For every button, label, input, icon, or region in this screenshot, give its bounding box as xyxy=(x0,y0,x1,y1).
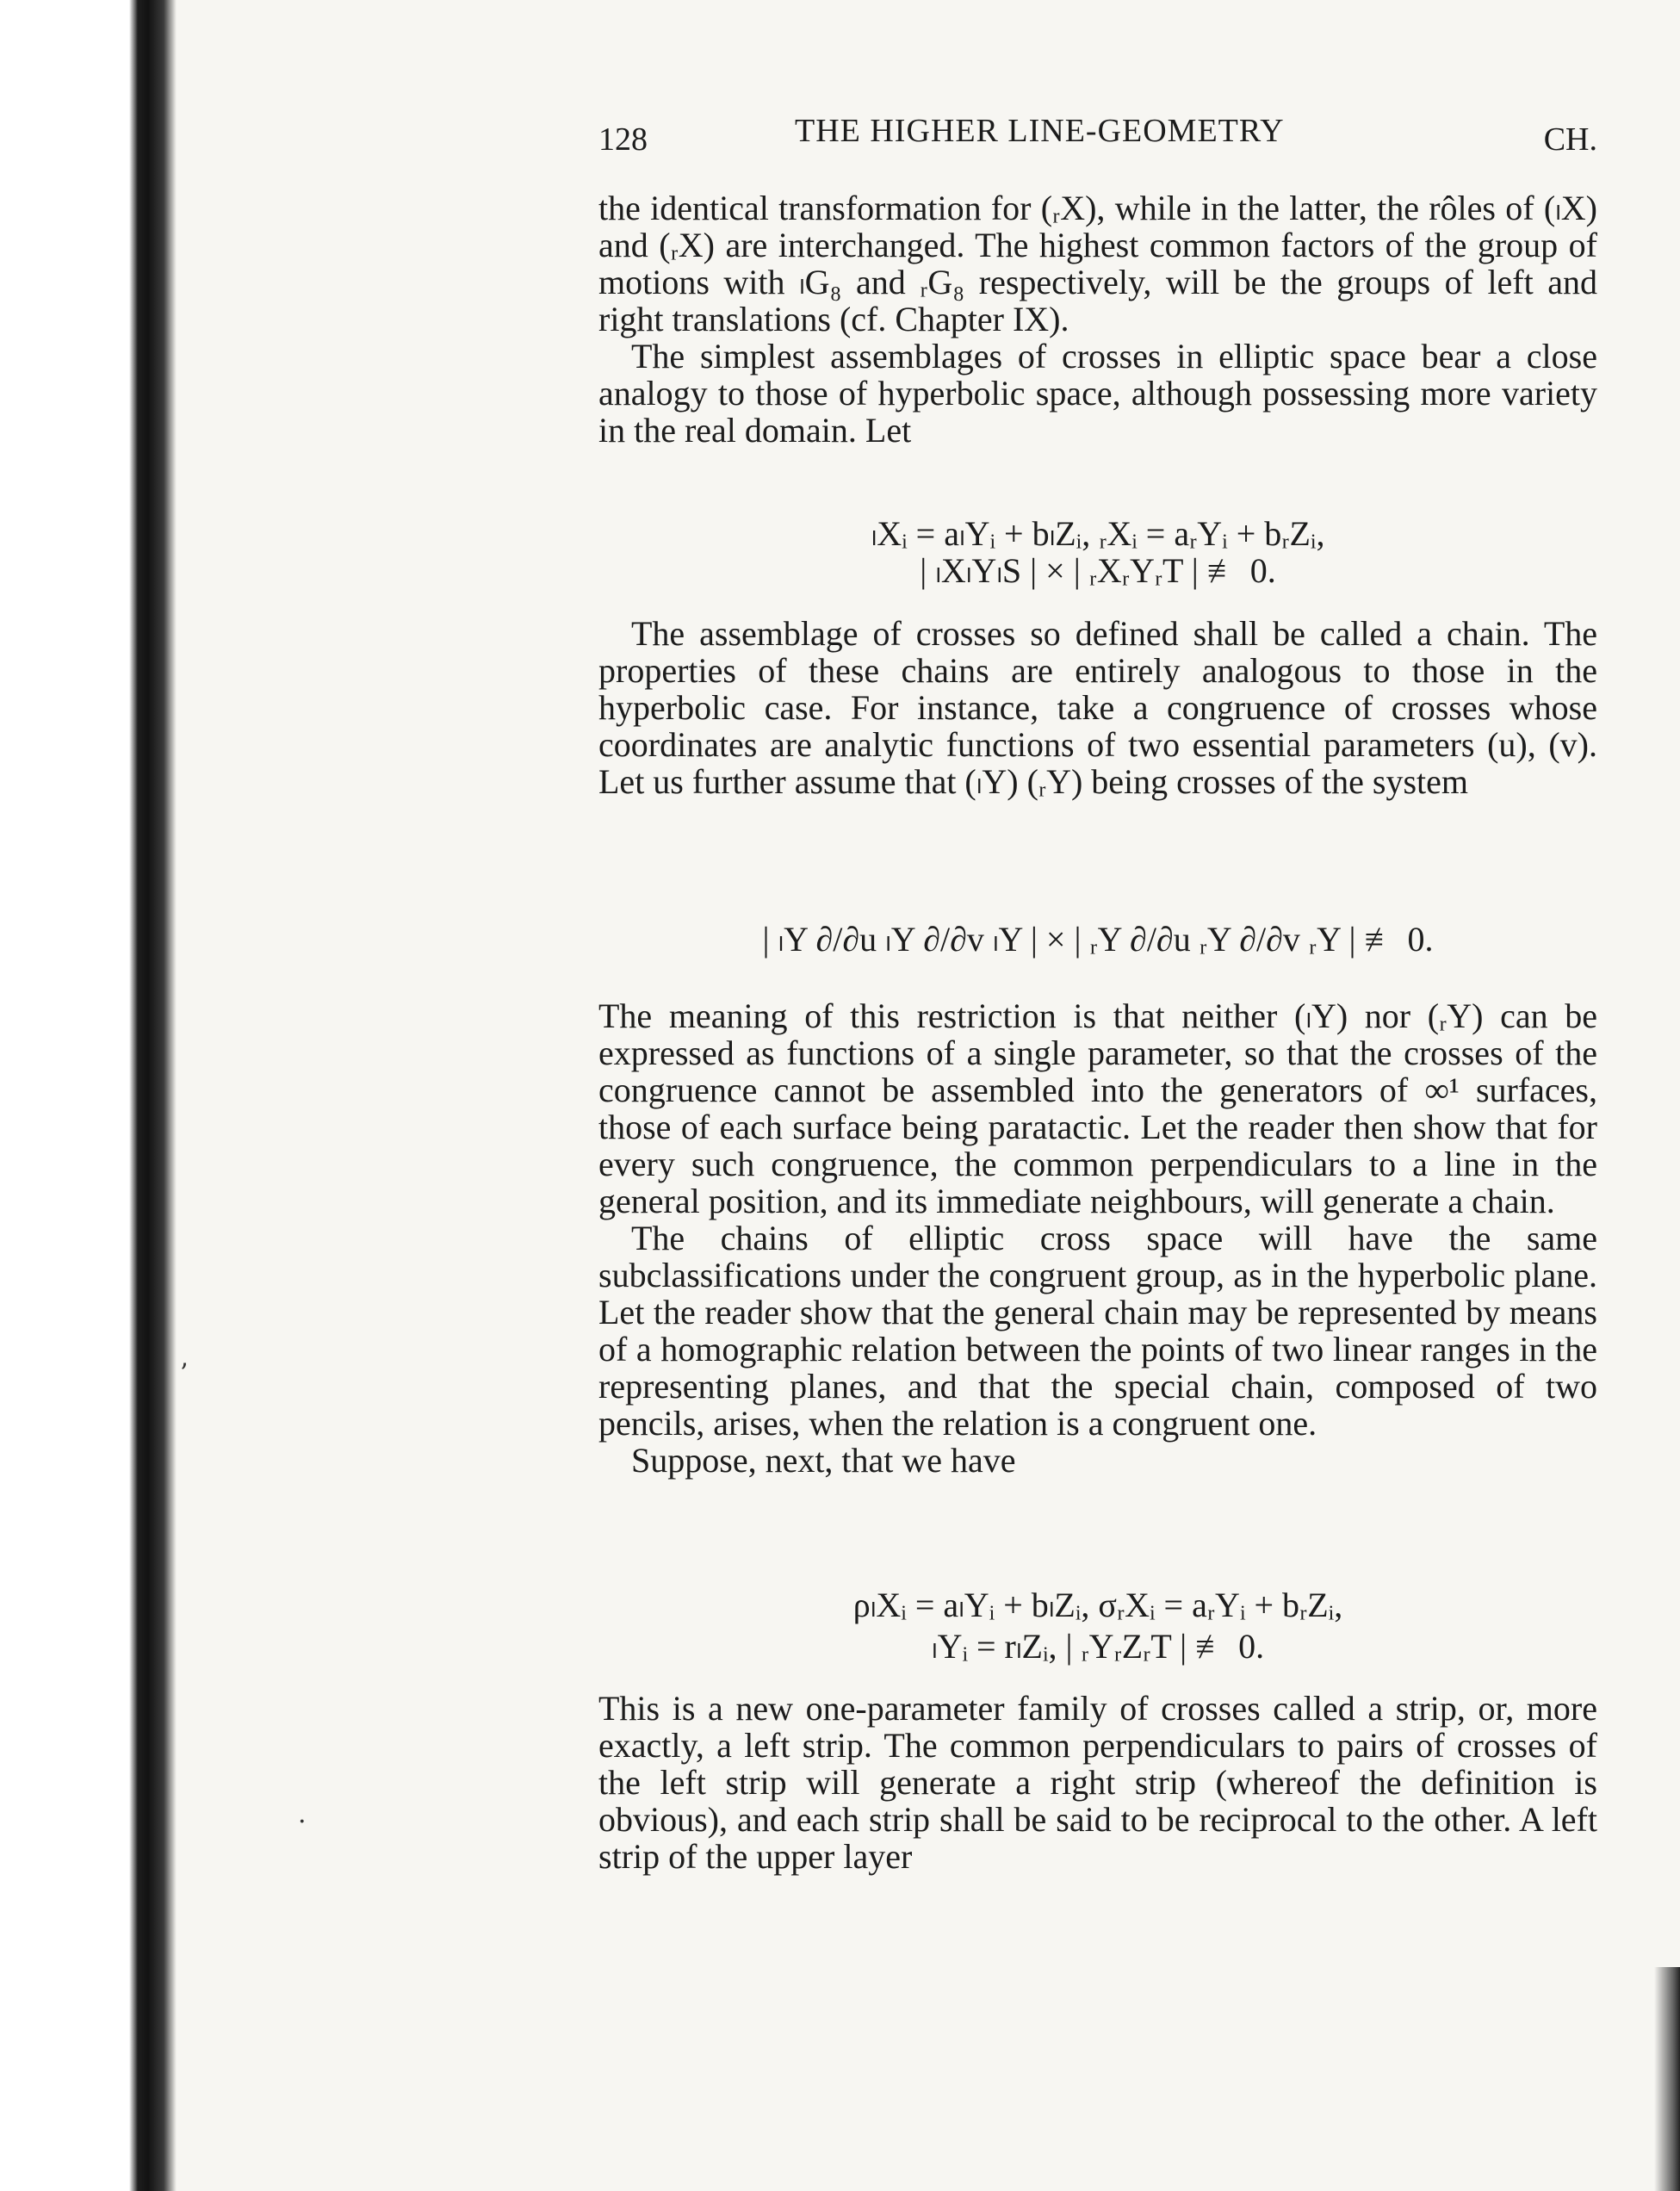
paragraph-block-4 xyxy=(598,1690,1597,1875)
paragraph: Suppose, next, that we have xyxy=(631,1441,1016,1480)
equation-line: | ₗY ∂/∂u ₗY ∂/∂v ₗY | × | ᵣY ∂/∂u ᵣY ∂/∂v ᵣY | ≢ 0. xyxy=(762,919,1434,959)
paragraph: The meaning of this restriction is that neither (ₗY) nor (ᵣY) can be expressed as functions of a single parameter, so that the crosses of the congruence cannot be assembled into the generators of ∞¹ surfaces, those of each surface being paratactic. Let the reader then show that for every such congruence, the common perpendiculars to a line in the general position, and its immediate neighbours, will generate a chain. xyxy=(598,996,1597,1220)
page-number: 128 xyxy=(598,121,648,158)
page-corner-shadow xyxy=(1654,1967,1680,2191)
page-binding-shadow xyxy=(0,0,177,2191)
paragraph-block-2 xyxy=(598,615,1597,800)
paragraph: The chains of elliptic cross space will have the same subclassifications under the congruent group, as in the hyperbolic plane. Let the reader show that the general chain may be represented by means of a homographic relation between the points of two linear ranges in the representing planes, and that the special chain, composed of two pencils, arises, when the relation is a congruent one. xyxy=(598,1219,1597,1443)
margin-mark: · xyxy=(298,1807,307,1837)
equation-line: ρₗXᵢ = aₗYᵢ + bₗZᵢ, σᵣXᵢ = aᵣYᵢ + bᵣZᵢ, xyxy=(852,1586,1343,1624)
equation-line: ₗXᵢ = aₗYᵢ + bₗZᵢ, ᵣXᵢ = aᵣYᵢ + bᵣZᵢ, xyxy=(871,514,1325,553)
chapter-marker: CH. xyxy=(1543,121,1597,158)
running-head xyxy=(598,112,1597,164)
equation-line: | ₗXₗYₗS | × | ᵣXᵣYᵣT | ≢ 0. xyxy=(920,551,1276,590)
paragraph: This is a new one-parameter family of crosses called a strip, or, more exactly, a left strip. The common perpendiculars to pairs of crosses of the left strip will generate a right strip (whereof the definition is obvious), and each strip shall be said to be reciprocal to the other. A left strip of the upper layer xyxy=(598,1689,1597,1876)
paragraph: the identical transformation for (ᵣX), while in the latter, the rôles of (ₗX) and (ᵣX) are interchanged. The highest common factors of the group of motions with ₗG₈ and ᵣG₈ respectively, will be the groups of left and right translations (cf. Chapter IX). xyxy=(598,189,1597,338)
paragraph-block-1 xyxy=(598,189,1597,449)
paragraph: The assemblage of crosses so defined shall be called a chain. The properties of these chains are entirely analogous to those in the hyperbolic case. For instance, take a congruence of crosses whose coordinates are analytic functions of two essential parameters (u), (v). Let us further assume that (ₗY) (ᵣY) being crosses of the system xyxy=(598,614,1597,801)
determinant-equation xyxy=(598,887,1597,990)
paragraph: The simplest assemblages of crosses in elliptic space bear a close analogy to those of hyperbolic space, although possessing more variety in the real domain. Let xyxy=(598,337,1597,450)
running-title: THE HIGHER LINE-GEOMETRY xyxy=(795,113,1285,149)
equation-line: ₗYᵢ = rₗZᵢ, | ᵣYᵣZᵣT | ≢ 0. xyxy=(931,1627,1265,1666)
paragraph-block-3 xyxy=(598,997,1597,1479)
margin-mark: ʼ xyxy=(179,1359,188,1389)
